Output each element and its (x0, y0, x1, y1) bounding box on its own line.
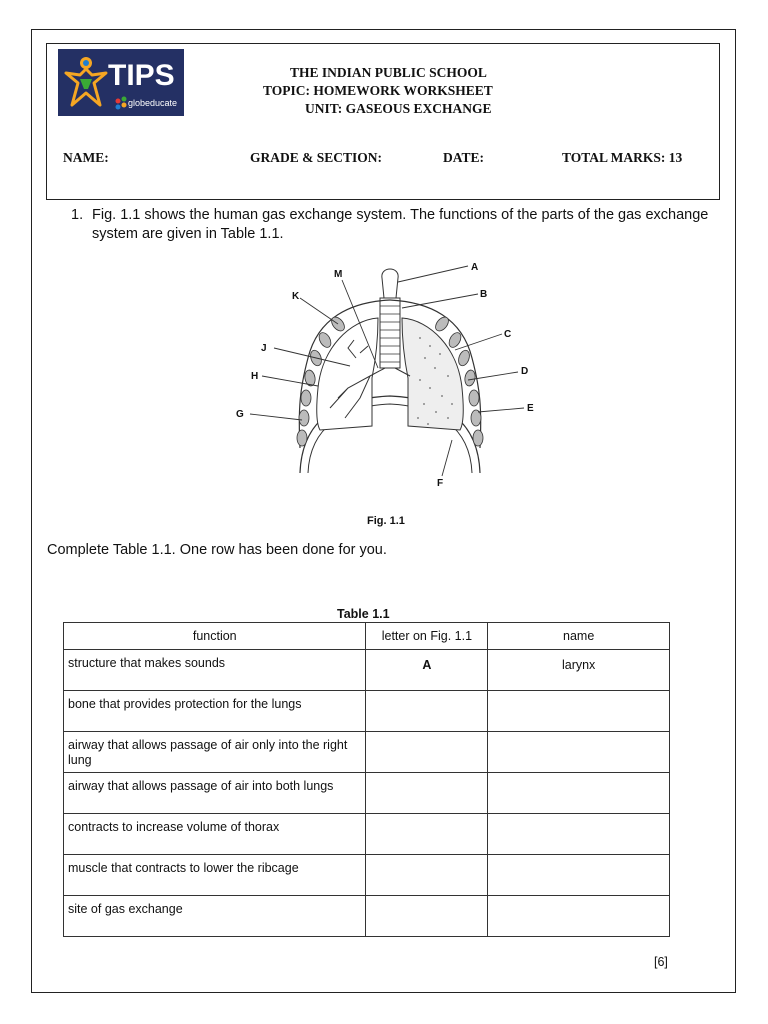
label-a: A (471, 262, 479, 273)
worksheet-unit: UNIT: GASEOUS EXCHANGE (305, 101, 492, 116)
name-label: NAME: (63, 150, 109, 165)
name-answer-cell[interactable] (488, 814, 670, 855)
gas-exchange-diagram (230, 258, 550, 493)
school-name: THE INDIAN PUBLIC SCHOOL (290, 65, 487, 80)
question-marks: [6] (654, 955, 668, 969)
table-row (64, 855, 670, 896)
function-cell: site of gas exchange (64, 896, 366, 937)
header-name: name (488, 623, 670, 650)
name-answer-cell[interactable] (488, 896, 670, 937)
label-m: M (334, 269, 343, 280)
name-answer-cell[interactable] (488, 691, 670, 732)
letter-answer-cell[interactable] (366, 855, 488, 896)
table-row (64, 691, 670, 732)
label-j: J (261, 343, 267, 354)
date-label: DATE: (443, 150, 485, 165)
function-cell: structure that makes sounds (64, 650, 366, 691)
question-number: 1. (71, 207, 84, 223)
figure-caption: Fig. 1.1 (367, 515, 405, 527)
svg-text:TIPS: TIPS (108, 59, 175, 92)
school-logo (58, 49, 184, 116)
globe-dots-icon (116, 97, 127, 110)
letter-answer-cell[interactable] (366, 896, 488, 937)
question-1 (71, 206, 711, 244)
label-f: F (437, 478, 444, 489)
label-c: C (504, 329, 512, 340)
school-heading (250, 64, 550, 118)
table-row (64, 814, 670, 855)
letter-answer-cell[interactable] (366, 773, 488, 814)
name-answer-cell[interactable] (488, 773, 670, 814)
table-row (64, 650, 670, 691)
table-row (64, 773, 670, 814)
table-title: Table 1.1 (337, 607, 390, 621)
table-header-row (64, 623, 670, 650)
name-answer-cell[interactable] (488, 855, 670, 896)
label-d: D (521, 366, 529, 377)
letter-answer-cell[interactable] (366, 691, 488, 732)
label-g: G (236, 409, 244, 420)
function-cell: bone that provides protection for the lungs (64, 691, 366, 732)
function-cell: muscle that contracts to lower the ribcage (64, 855, 366, 896)
function-cell: contracts to increase volume of thorax (64, 814, 366, 855)
worksheet-topic: TOPIC: HOMEWORK WORKSHEET (263, 83, 493, 98)
function-cell: airway that allows passage of air into both lungs (64, 773, 366, 814)
answer-table (63, 622, 670, 937)
question-text: Fig. 1.1 shows the human gas exchange system. The functions of the parts of the gas exchange system are given in Table 1.1. (92, 207, 709, 242)
total-marks-label: TOTAL MARKS: 13 (562, 150, 683, 165)
function-cell: airway that allows passage of air only into the right lung (64, 732, 366, 773)
letter-cell: A (366, 650, 488, 691)
grade-section-label: GRADE & SECTION: (250, 150, 383, 165)
header-function: function (64, 623, 366, 650)
name-cell: larynx (488, 650, 670, 691)
label-k: K (292, 291, 300, 302)
table-row (64, 896, 670, 937)
label-h: H (251, 371, 259, 382)
label-b: B (480, 289, 488, 300)
star-figure-icon (66, 57, 106, 105)
letter-answer-cell[interactable] (366, 814, 488, 855)
svg-text:globeducate: globeducate (128, 98, 178, 108)
table-row (64, 732, 670, 773)
label-e: E (527, 403, 534, 414)
letter-answer-cell[interactable] (366, 732, 488, 773)
header-letter: letter on Fig. 1.1 (366, 623, 488, 650)
table-instruction: Complete Table 1.1. One row has been done for you. (47, 542, 387, 558)
name-answer-cell[interactable] (488, 732, 670, 773)
